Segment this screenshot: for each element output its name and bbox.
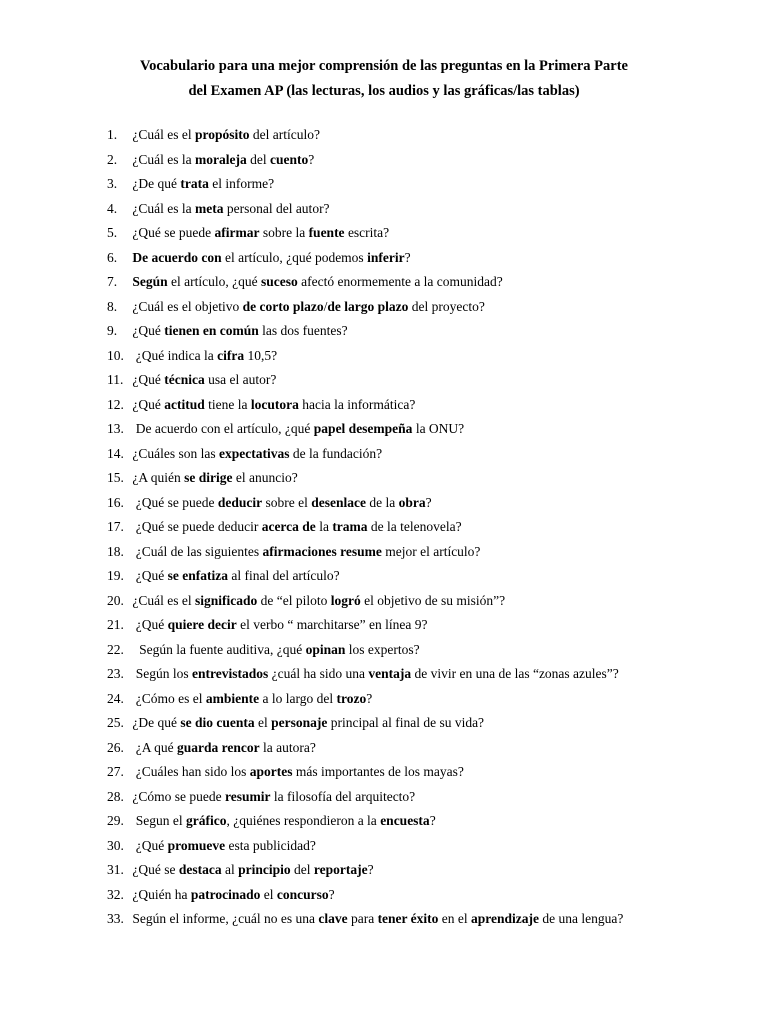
question-text-segment: del proyecto? [408,298,485,314]
question-text-segment: Segun el [129,813,186,828]
question-number: 22. [107,641,124,657]
question-text-segment: el [254,715,272,730]
question-text-segment: el objetivo de su misión”? [360,592,506,608]
question-number: 30. [107,837,124,853]
vocabulary-term: De acuerdo con [132,249,222,265]
question-item [107,126,727,151]
question-text [129,837,316,862]
question-text-segment: ¿Cuál es el objetivo [129,298,243,314]
question-text-segment: de una lengua? [539,911,624,926]
vocabulary-term: acerca de [261,519,316,534]
question-text-segment: ¿De qué [129,176,181,191]
question-text-segment: ¿Cómo es el [129,690,206,706]
question-number: 19. [107,568,124,583]
question-text-segment: esta publicidad? [225,837,316,853]
question-item [107,739,727,764]
question-number: 17. [107,519,124,534]
question-number: 3. [107,176,118,191]
question-text-segment: al [221,862,239,877]
question-item [107,445,727,470]
question-number: 1. [107,127,118,142]
question-text-segment: personal del autor? [223,200,330,216]
question-text [129,347,277,372]
question-text [129,273,503,298]
question-text-segment: ? [308,151,315,167]
question-text [129,151,314,176]
question-text-segment: principal al final de su vida? [327,715,485,730]
question-text-segment: ¿Cuál es el [129,127,195,142]
question-text-segment: 10,5? [244,347,278,363]
question-text-segment: a lo largo del [259,690,337,706]
question-text [129,371,276,396]
vocabulary-term: clave [318,911,348,926]
question-item [107,494,727,519]
question-text-segment: la filosofía del arquitecto? [270,788,416,804]
question-text-segment: el artículo, ¿qué podemos [221,249,368,265]
question-text-segment: Según el informe, ¿cuál no es una [129,911,319,926]
vocabulary-term: cifra [217,347,245,363]
question-number: 11. [107,372,124,387]
question-text-segment: las dos fuentes? [258,323,348,338]
document-title-line-2: del Examen AP (las lecturas, los audios y las gráficas/las tablas) [188,83,580,99]
question-list [107,126,727,935]
vocabulary-term: reportaje [313,862,368,877]
question-text [129,788,415,813]
question-text-segment: sobre la [259,225,309,240]
question-text-segment: ¿Qué se puede [129,225,215,240]
question-text-segment: ¿Cuál es la [129,151,195,167]
question-number: 18. [107,543,124,559]
question-text [129,396,415,421]
vocabulary-term: expectativas [219,445,290,461]
question-item [107,714,727,739]
question-item [107,518,727,543]
vocabulary-term: actitud [164,396,205,412]
question-text-segment: ? [328,886,335,902]
question-number: 33. [107,911,124,926]
vocabulary-term: trama [332,519,368,534]
question-number: 7. [107,274,118,289]
vocabulary-term: locutora [250,396,299,412]
question-item [107,420,727,445]
question-text-segment: para [347,911,378,926]
vocabulary-term: opinan [305,641,346,657]
question-item [107,175,727,200]
vocabulary-term: tienen en común [164,323,259,338]
question-number: 5. [107,225,118,240]
question-number: 8. [107,298,118,314]
question-text-segment: en el [438,911,472,926]
question-item [107,812,727,837]
question-text-segment: del artículo? [249,127,320,142]
question-item [107,469,727,494]
vocabulary-term: tener éxito [377,911,439,926]
question-item [107,396,727,421]
question-text-segment: de vivir en una de las “zonas azules”? [411,666,619,681]
question-text-segment: ¿Qué se puede deducir [129,519,262,534]
question-number: 26. [107,739,124,755]
question-item [107,886,727,911]
vocabulary-term: ventaja [368,666,412,681]
question-item [107,298,727,323]
question-text [129,714,484,739]
question-text [129,763,464,788]
vocabulary-term: se dio cuenta [180,715,255,730]
question-text [129,249,411,274]
question-text-segment: Según la fuente auditiva, ¿qué [129,641,306,657]
question-text-segment: el artículo, ¿qué [167,274,261,289]
question-text-segment: ¿Qué [129,396,165,412]
question-text [129,812,436,837]
question-text-segment: usa el autor? [204,372,277,387]
question-text-segment: del [290,862,314,877]
question-number: 21. [107,617,124,632]
question-item [107,616,727,641]
vocabulary-term: resumir [224,788,271,804]
question-item [107,200,727,225]
question-number: 10. [107,347,124,363]
document-title-line-1: Vocabulario para una mejor comprensión de las preguntas en la Primera Parte [139,58,628,74]
question-text-segment: ¿Cuál es el [129,592,195,608]
question-text-segment: la autora? [259,739,316,755]
question-number: 12. [107,396,124,412]
question-text [129,543,480,568]
question-text-segment: afectó enormemente a la comunidad? [297,274,503,289]
question-number: 6. [107,249,118,265]
question-item [107,910,727,935]
question-text [129,420,464,445]
question-text-segment: ¿De qué [129,715,181,730]
question-text-segment: tiene la [204,396,251,412]
question-text [129,739,316,764]
question-item [107,543,727,568]
vocabulary-term: principio [238,862,291,877]
question-number: 24. [107,690,124,706]
vocabulary-term: suceso [261,274,298,289]
question-number: 25. [107,715,124,730]
question-item [107,837,727,862]
question-text [129,567,340,592]
question-number: 4. [107,200,118,216]
vocabulary-term: encuesta [380,813,430,828]
question-text-segment: el [260,886,277,902]
question-text-segment: hacia la informática? [298,396,416,412]
question-item [107,788,727,813]
question-text-segment: ? [404,249,411,265]
vocabulary-term: de corto plazo [242,298,324,314]
question-text [129,126,320,151]
question-text-segment: ¿cuál ha sido una [268,666,369,681]
vocabulary-term: meta [194,200,224,216]
question-number: 14. [107,445,124,461]
question-text [129,910,623,935]
question-text-segment: escrita? [344,225,390,240]
question-text-segment: de la fundación? [289,445,383,461]
question-text-segment: el informe? [208,176,275,191]
question-text-segment: ? [425,494,432,510]
question-item [107,371,727,396]
question-text [129,616,428,641]
question-item [107,641,727,666]
question-text-segment: ¿Qué se puede [129,494,218,510]
question-text [129,224,389,249]
question-text-segment: / [323,298,328,314]
question-text-segment: la [315,519,333,534]
vocabulary-term: de largo plazo [327,298,409,314]
question-number: 2. [107,151,118,167]
vocabulary-term: significado [194,592,258,608]
vocabulary-term: inferir [367,249,405,265]
question-text [129,322,348,347]
question-number: 13. [107,421,124,436]
question-text [129,518,462,543]
vocabulary-term: patrocinado [190,886,261,902]
vocabulary-term: destaca [178,862,222,877]
question-text-segment: ¿Cómo se puede [129,788,225,804]
vocabulary-term: obra [398,494,426,510]
vocabulary-term: aportes [249,764,293,779]
question-item [107,567,727,592]
vocabulary-term: fuente [308,225,345,240]
vocabulary-term: afirmar [214,225,260,240]
question-text-segment: ¿Qué [129,617,168,632]
question-text [129,886,335,911]
vocabulary-term: aprendizaje [471,911,540,926]
vocabulary-term: gráfico [186,813,227,828]
question-number: 29. [107,813,124,828]
question-text [129,175,274,200]
question-text-segment: ¿A qué [129,739,177,755]
question-number: 20. [107,592,124,608]
question-text [129,690,372,715]
vocabulary-term: cuento [269,151,309,167]
vocabulary-term: técnica [164,372,205,387]
vocabulary-term: propósito [194,127,250,142]
question-text-segment: al final del artículo? [227,568,340,583]
question-text-segment: de la telenovela? [367,519,462,534]
question-text-segment: Según los [129,666,193,681]
question-number: 28. [107,788,124,804]
question-item [107,592,727,617]
question-text [129,445,382,470]
question-text-segment: De acuerdo con el artículo, ¿qué [129,421,314,436]
vocabulary-term: se enfatiza [167,568,228,583]
question-text-segment: ? [429,813,436,828]
question-number: 23. [107,666,124,681]
question-text-segment: más importantes de los mayas? [292,764,464,779]
question-text [129,665,619,690]
question-text-segment: ¿Qué [129,323,165,338]
question-item [107,322,727,347]
vocabulary-term: deducir [217,494,263,510]
vocabulary-term: promueve [167,837,226,853]
question-text-segment: el anuncio? [232,470,298,485]
question-text-segment: la ONU? [412,421,465,436]
question-item [107,151,727,176]
question-text [129,641,420,666]
question-text-segment: , ¿quiénes respondieron a la [226,813,381,828]
question-text-segment: ¿A quién [129,470,185,485]
question-text-segment: ? [366,690,373,706]
question-text-segment: de la [365,494,399,510]
vocabulary-term: concurso [276,886,329,902]
question-item [107,665,727,690]
question-number: 9. [107,323,118,338]
question-text-segment: el verbo “ marchitarse” en línea 9? [236,617,428,632]
question-number: 16. [107,494,124,510]
vocabulary-term: afirmaciones resume [262,543,382,559]
question-text-segment: sobre el [262,494,312,510]
question-text-segment: ¿Qué [129,372,165,387]
vocabulary-term: entrevistados [192,666,269,681]
question-text-segment: ¿Cuál es la [129,200,195,216]
vocabulary-term: ambiente [205,690,260,706]
vocabulary-term: personaje [271,715,328,730]
question-text-segment: ¿Qué [129,568,168,583]
question-text-segment: ¿Cuáles han sido los [129,764,250,779]
question-text [129,469,298,494]
question-text-segment: ¿Cuáles son las [129,445,219,461]
vocabulary-term: guarda rencor [177,739,260,755]
question-item [107,690,727,715]
vocabulary-term: papel desempeña [313,421,413,436]
question-text-segment: del [246,151,270,167]
question-text-segment: ¿Qué [129,837,168,853]
question-item [107,273,727,298]
question-text-segment: los expertos? [345,641,420,657]
question-text-segment: ¿Qué indica la [129,347,218,363]
question-text [129,298,485,323]
vocabulary-term: se dirige [184,470,233,485]
question-number: 31. [107,862,124,877]
vocabulary-term: desenlace [311,494,366,510]
vocabulary-term: Según [132,274,168,289]
question-number: 15. [107,470,124,485]
question-text-segment: mejor el artículo? [381,543,481,559]
question-text-segment: de “el piloto [257,592,331,608]
question-text [129,200,330,225]
question-number: 32. [107,886,124,902]
question-item [107,249,727,274]
question-text [129,861,374,886]
question-text [129,592,505,617]
question-item [107,224,727,249]
question-item [107,347,727,372]
vocabulary-term: trozo [336,690,367,706]
question-number: 27. [107,764,124,779]
vocabulary-term: trata [180,176,209,191]
question-text-segment: ¿Quién ha [129,886,191,902]
question-text-segment: ? [367,862,374,877]
vocabulary-term: moraleja [194,151,247,167]
question-item [107,861,727,886]
question-text-segment: ¿Qué se [129,862,179,877]
question-text [129,494,432,519]
vocabulary-term: logró [330,592,361,608]
question-item [107,763,727,788]
question-text-segment: ¿Cuál de las siguientes [129,543,263,559]
vocabulary-term: quiere decir [167,617,237,632]
